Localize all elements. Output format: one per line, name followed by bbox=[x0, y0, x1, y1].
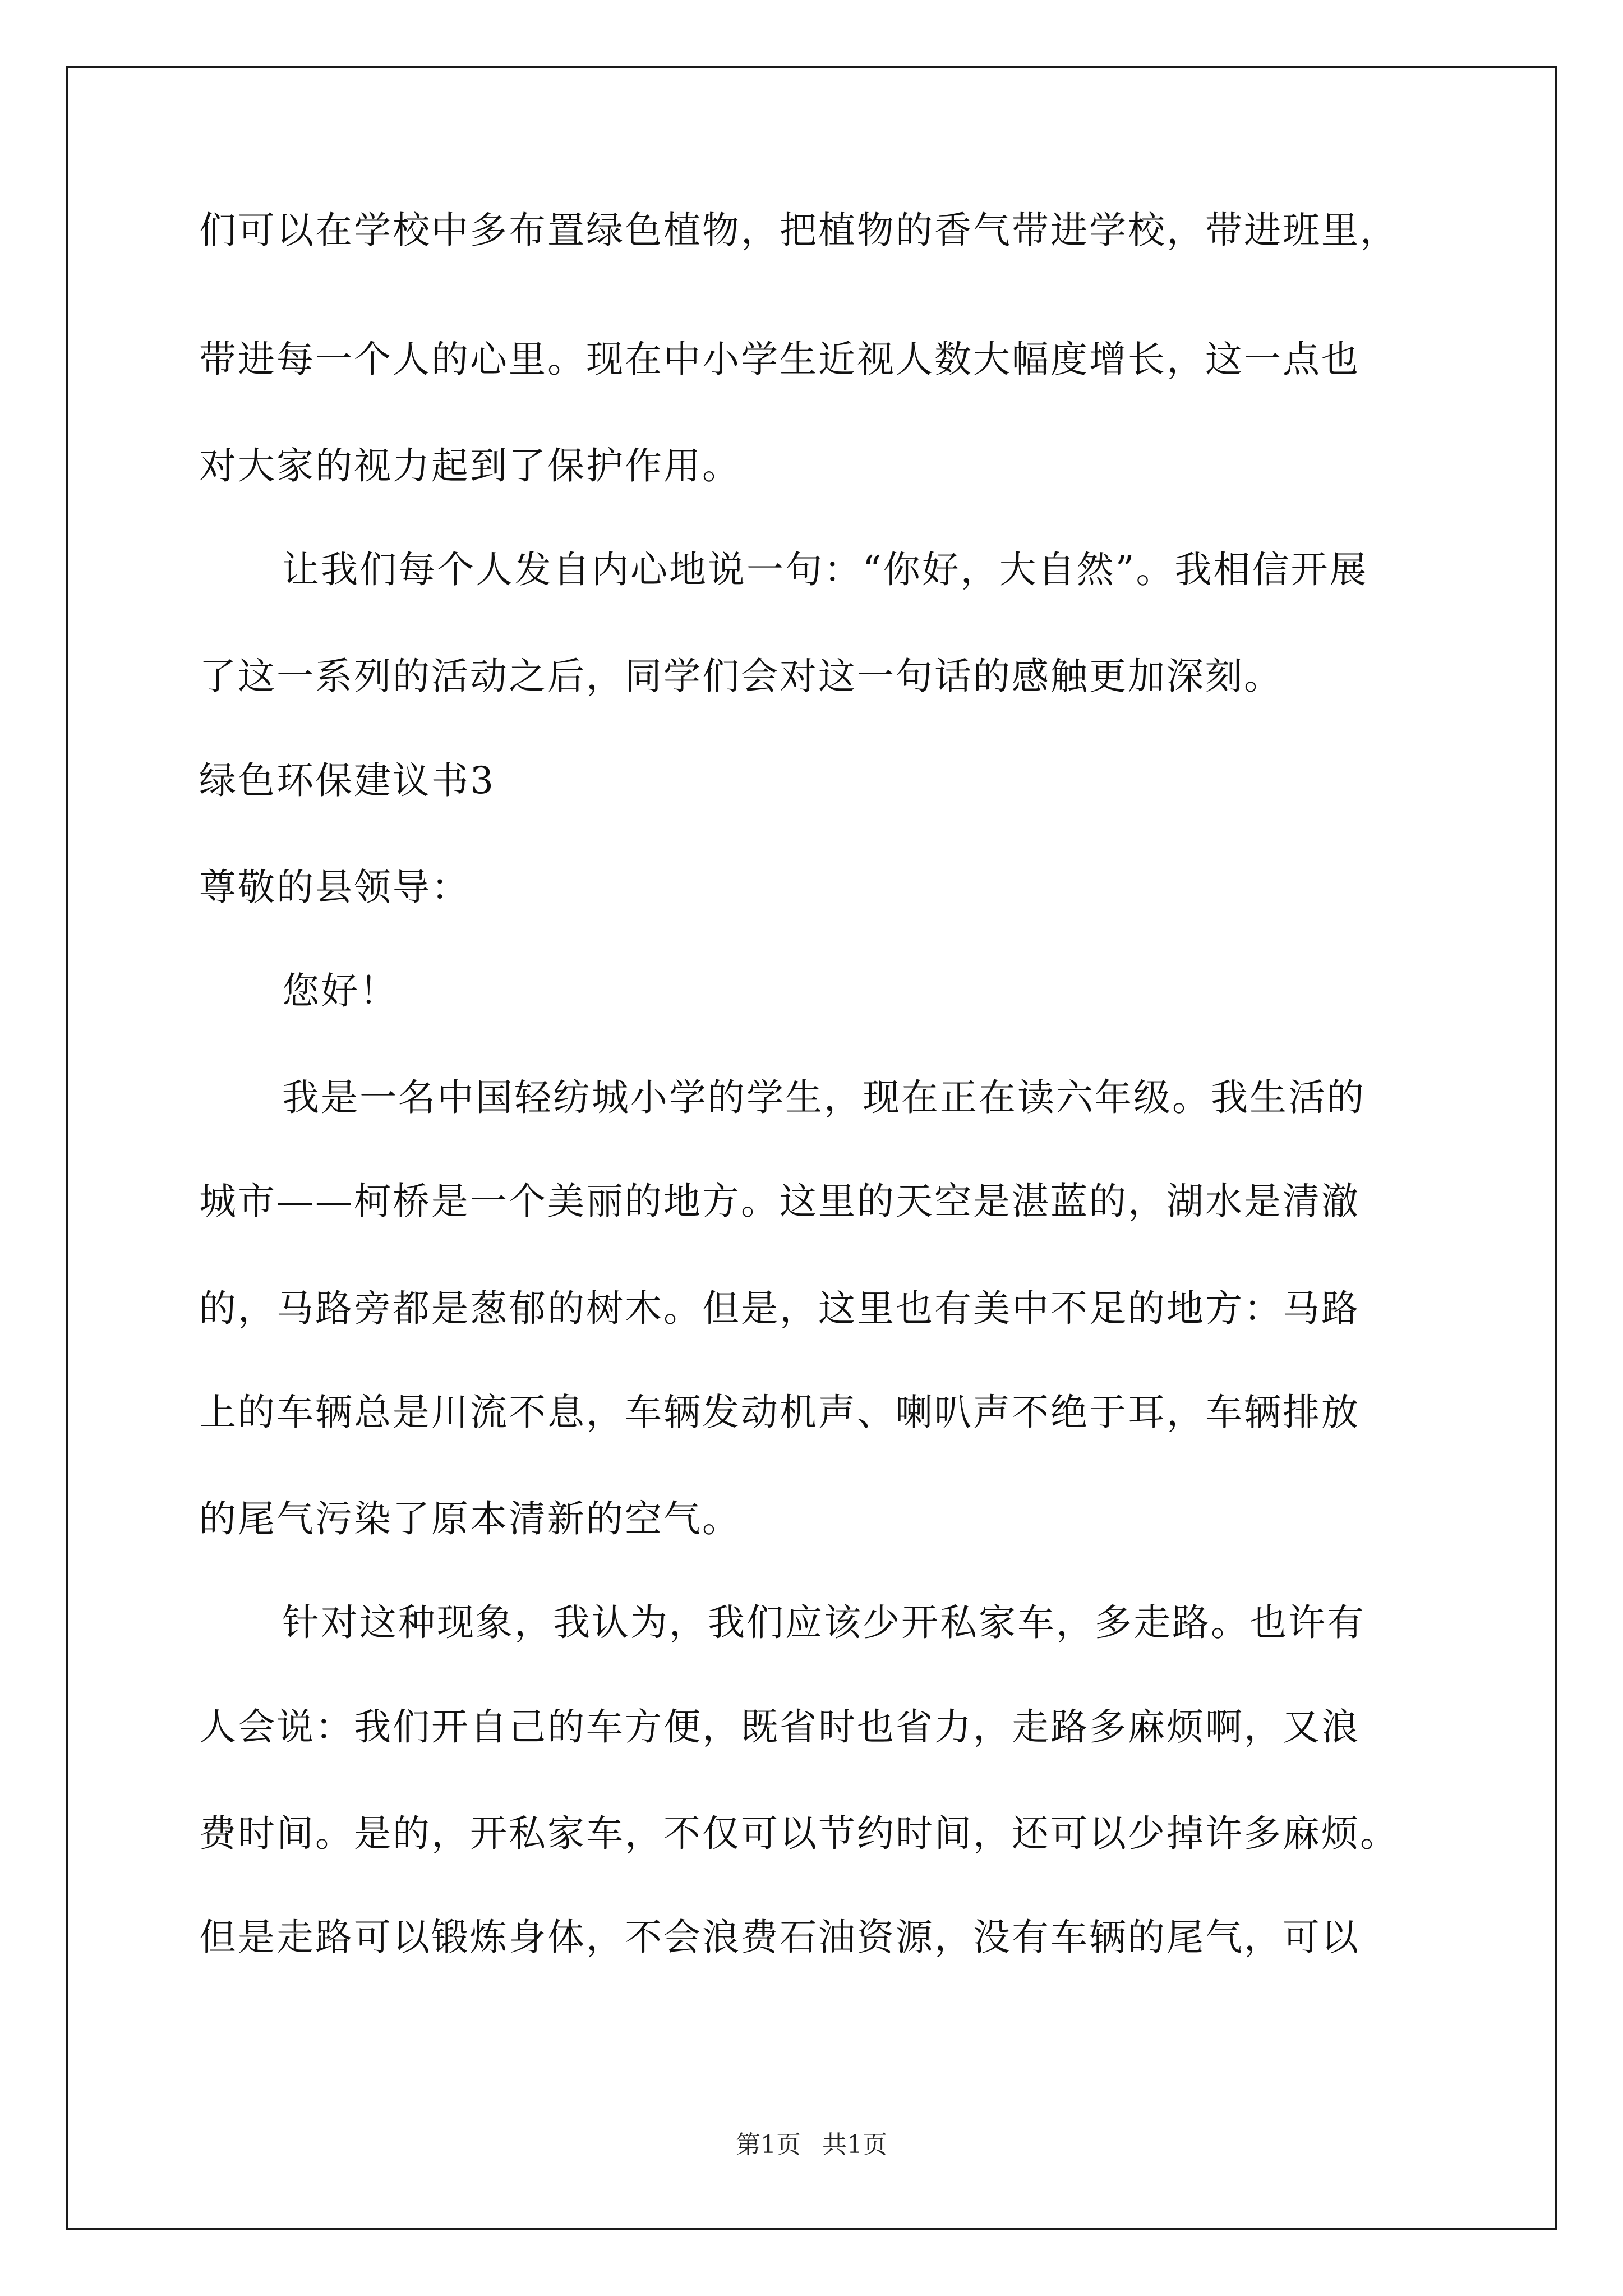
paragraph-first-line: 针对这种现象，我认为，我们应该少开私家车，多走路。也许有 bbox=[282, 1601, 1366, 1644]
page-frame bbox=[66, 66, 1557, 2230]
text-line: 了这一系列的活动之后，同学们会对这一句话的感触更加深刻。 bbox=[199, 655, 1283, 698]
text-line: 的，马路旁都是葱郁的树木。但是，这里也有美中不足的地方：马路 bbox=[199, 1287, 1360, 1330]
text-line: 人会说：我们开自己的车方便，既省时也省力，走路多麻烦啊，又浪 bbox=[199, 1705, 1360, 1749]
page-number: 第1页 bbox=[736, 2131, 801, 2159]
text-line: 对大家的视力起到了保护作用。 bbox=[199, 444, 741, 487]
page-count: 共1页 bbox=[822, 2131, 887, 2159]
text-line: 们可以在学校中多布置绿色植物，把植物的香气带进学校，带进班里， bbox=[199, 209, 1399, 252]
paragraph-first-line: 我是一名中国轻纺城小学的学生，现在正在读六年级。我生活的 bbox=[282, 1076, 1366, 1119]
text-line: 的尾气污染了原本清新的空气。 bbox=[199, 1497, 741, 1540]
text-line: 带进每一个人的心里。现在中小学生近视人数大幅度增长，这一点也 bbox=[199, 338, 1360, 381]
section-heading: 绿色环保建议书3 bbox=[199, 759, 495, 802]
page-footer bbox=[0, 2129, 1623, 2161]
text-line: 城市——柯桥是一个美丽的地方。这里的天空是湛蓝的，湖水是清澈 bbox=[199, 1180, 1360, 1223]
text-line: 但是走路可以锻炼身体，不会浪费石油资源，没有车辆的尾气，可以 bbox=[199, 1916, 1360, 1959]
text-line: 费时间。是的，开私家车，不仅可以节约时间，还可以少掉许多麻烦。 bbox=[199, 1812, 1399, 1855]
paragraph-first-line: 让我们每个人发自内心地说一句：“你好，大自然”。我相信开展 bbox=[282, 548, 1368, 591]
text-line: 上的车辆总是川流不息，车辆发动机声、喇叭声不绝于耳，车辆排放 bbox=[199, 1391, 1360, 1434]
greeting: 您好！ bbox=[282, 969, 398, 1013]
salutation: 尊敬的县领导： bbox=[199, 866, 470, 909]
